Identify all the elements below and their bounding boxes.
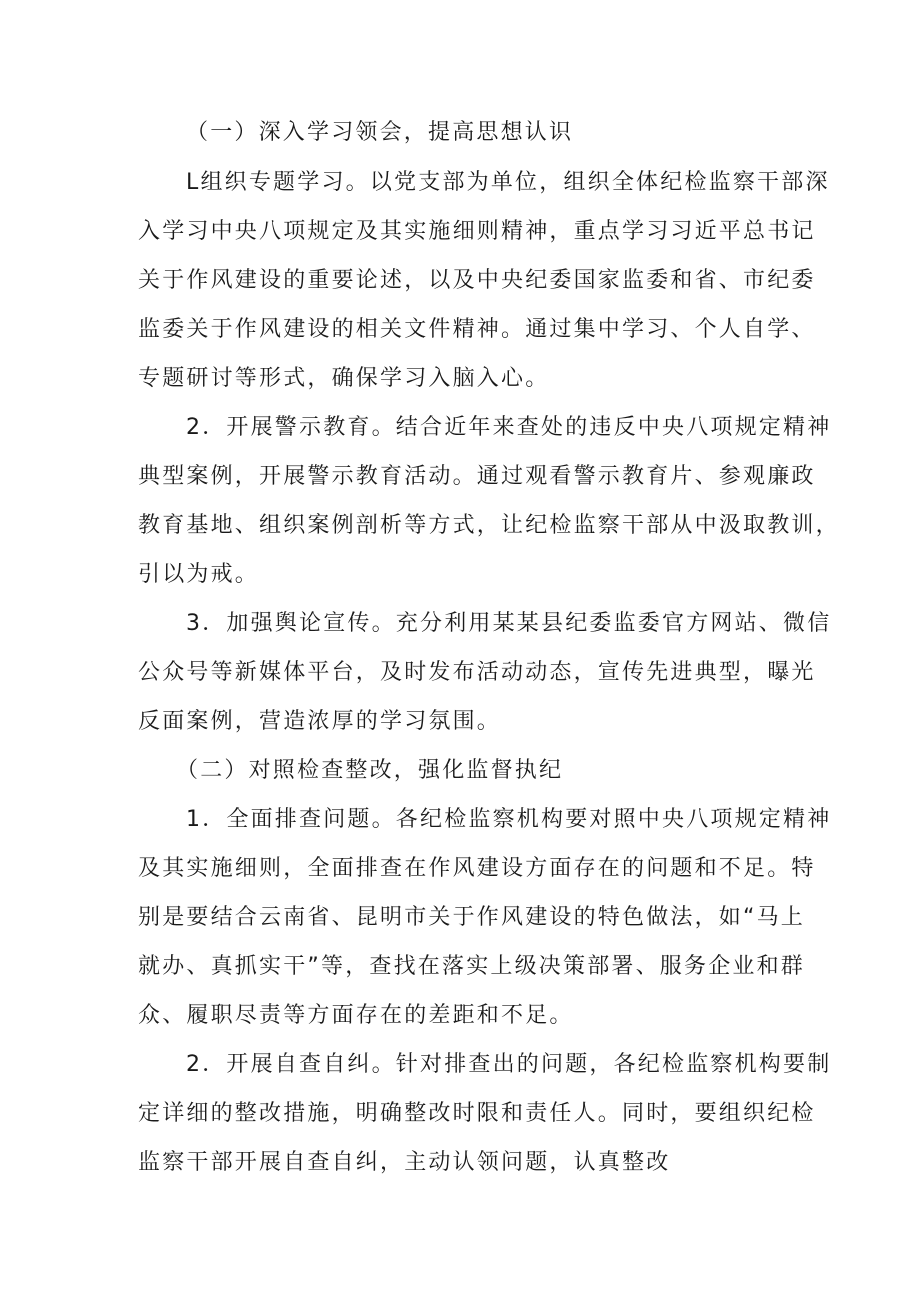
paragraph-line: 反面案例，营造浓厚的学习氛围。 [138,709,502,734]
paragraph-line: 定详细的整改措施，明确整改时限和责任人。同时，要组织纪检 [138,1101,816,1126]
paragraph-line: 监察干部开展自查自纠，主动认领问题，认真整改 [138,1150,671,1175]
paragraph-line: 教育基地、组织案例剖析等方式，让纪检监察干部从中汲取教训， [138,513,840,538]
paragraph-line: 2．开展警示教育。结合近年来查处的违反中央八项规定精神 [186,415,832,440]
paragraph-line: 及其实施细则，全面排查在作风建设方面存在的问题和不足。特 [138,856,816,881]
paragraph-line: 2．开展自查自纠。针对排查出的问题，各纪检监察机构要制 [186,1052,832,1077]
paragraph-line: 关于作风建设的重要论述，以及中央纪委国家监委和省、市纪委 [138,268,816,293]
paragraph-line: 监委关于作风建设的相关文件精神。通过集中学习、个人自学、 [138,317,816,342]
paragraph-line: 公众号等新媒体平台，及时发布活动动态，宣传先进典型，曝光 [138,660,816,685]
paragraph-line: 众、履职尽责等方面存在的差距和不足。 [138,1003,574,1028]
paragraph-line: 入学习中央八项规定及其实施细则精神，重点学习习近平总书记 [138,219,816,244]
paragraph-line: 引以为戒。 [138,562,260,587]
paragraph-line: 就办、真抓实干”等，查找在落实上级决策部署、服务企业和群 [138,954,805,979]
paragraph-line: 专题研讨等形式，确保学习入脑入心。 [138,366,550,391]
paragraph-line: 别是要结合云南省、昆明市关于作风建设的特色做法，如“马上 [138,905,805,930]
paragraph-line: 3．加强舆论宣传。充分利用某某县纪委监委官方网站、微信 [186,611,832,636]
paragraph-line: 典型案例，开展警示教育活动。通过观看警示教育片、参观廉政 [138,464,816,489]
section-heading-1: （一）深入学习领会，提高思想认识 [186,120,574,145]
paragraph-line: L组织专题学习。以党支部为单位，组织全体纪检监察干部深 [186,170,830,195]
paragraph-line: 1．全面排查问题。各纪检监察机构要对照中央八项规定精神 [186,807,832,832]
section-heading-2: （二）对照检查整改，强化监督执纪 [176,758,564,783]
